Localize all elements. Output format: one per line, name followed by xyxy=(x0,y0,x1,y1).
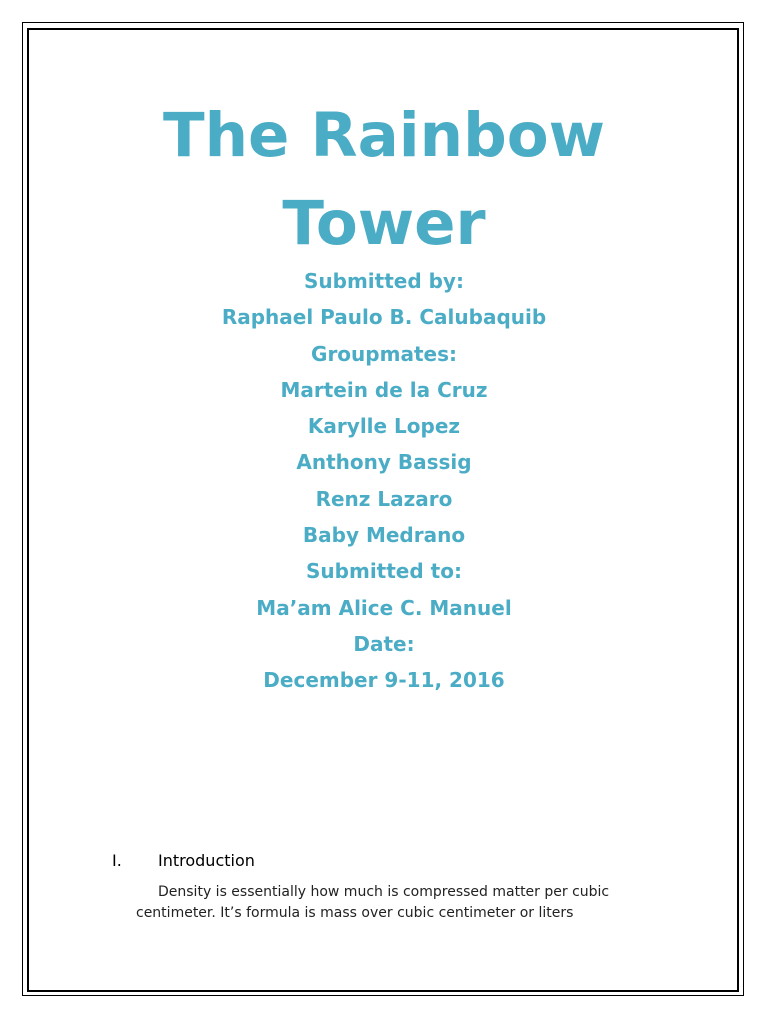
title-line-2: Tower xyxy=(282,188,486,259)
submitted-by-label: Submitted by: xyxy=(304,269,464,293)
groupmate-name: Karylle Lopez xyxy=(307,414,461,439)
instructor-name: Ma’am Alice C. Manuel xyxy=(256,595,512,620)
paragraph-line-1: Density is essentially how much is compressed matter per cubic xyxy=(158,884,610,900)
paragraph-line-2: centimeter. It’s formula is mass over cubic centimeter or liters xyxy=(136,905,574,921)
credits-block xyxy=(0,263,768,699)
groupmates-label: Groupmates: xyxy=(311,341,457,366)
groupmate-name: Martein de la Cruz xyxy=(280,377,488,402)
title-line-1: The Rainbow xyxy=(162,100,606,171)
groupmate-name: Anthony Bassig xyxy=(296,450,472,475)
section-heading xyxy=(112,850,255,872)
groupmate-name: Renz Lazaro xyxy=(315,486,453,511)
date-label: Date: xyxy=(353,631,415,656)
section-number: I. xyxy=(112,851,122,870)
section-paragraph xyxy=(136,882,696,924)
section-title: Introduction xyxy=(158,851,255,870)
author-name: Raphael Paulo B. Calubaquib xyxy=(221,305,547,330)
document-title xyxy=(0,92,768,268)
groupmate-name: Baby Medrano xyxy=(302,523,466,548)
submitted-to-label: Submitted to: xyxy=(306,559,462,584)
date-value: December 9-11, 2016 xyxy=(263,668,505,693)
